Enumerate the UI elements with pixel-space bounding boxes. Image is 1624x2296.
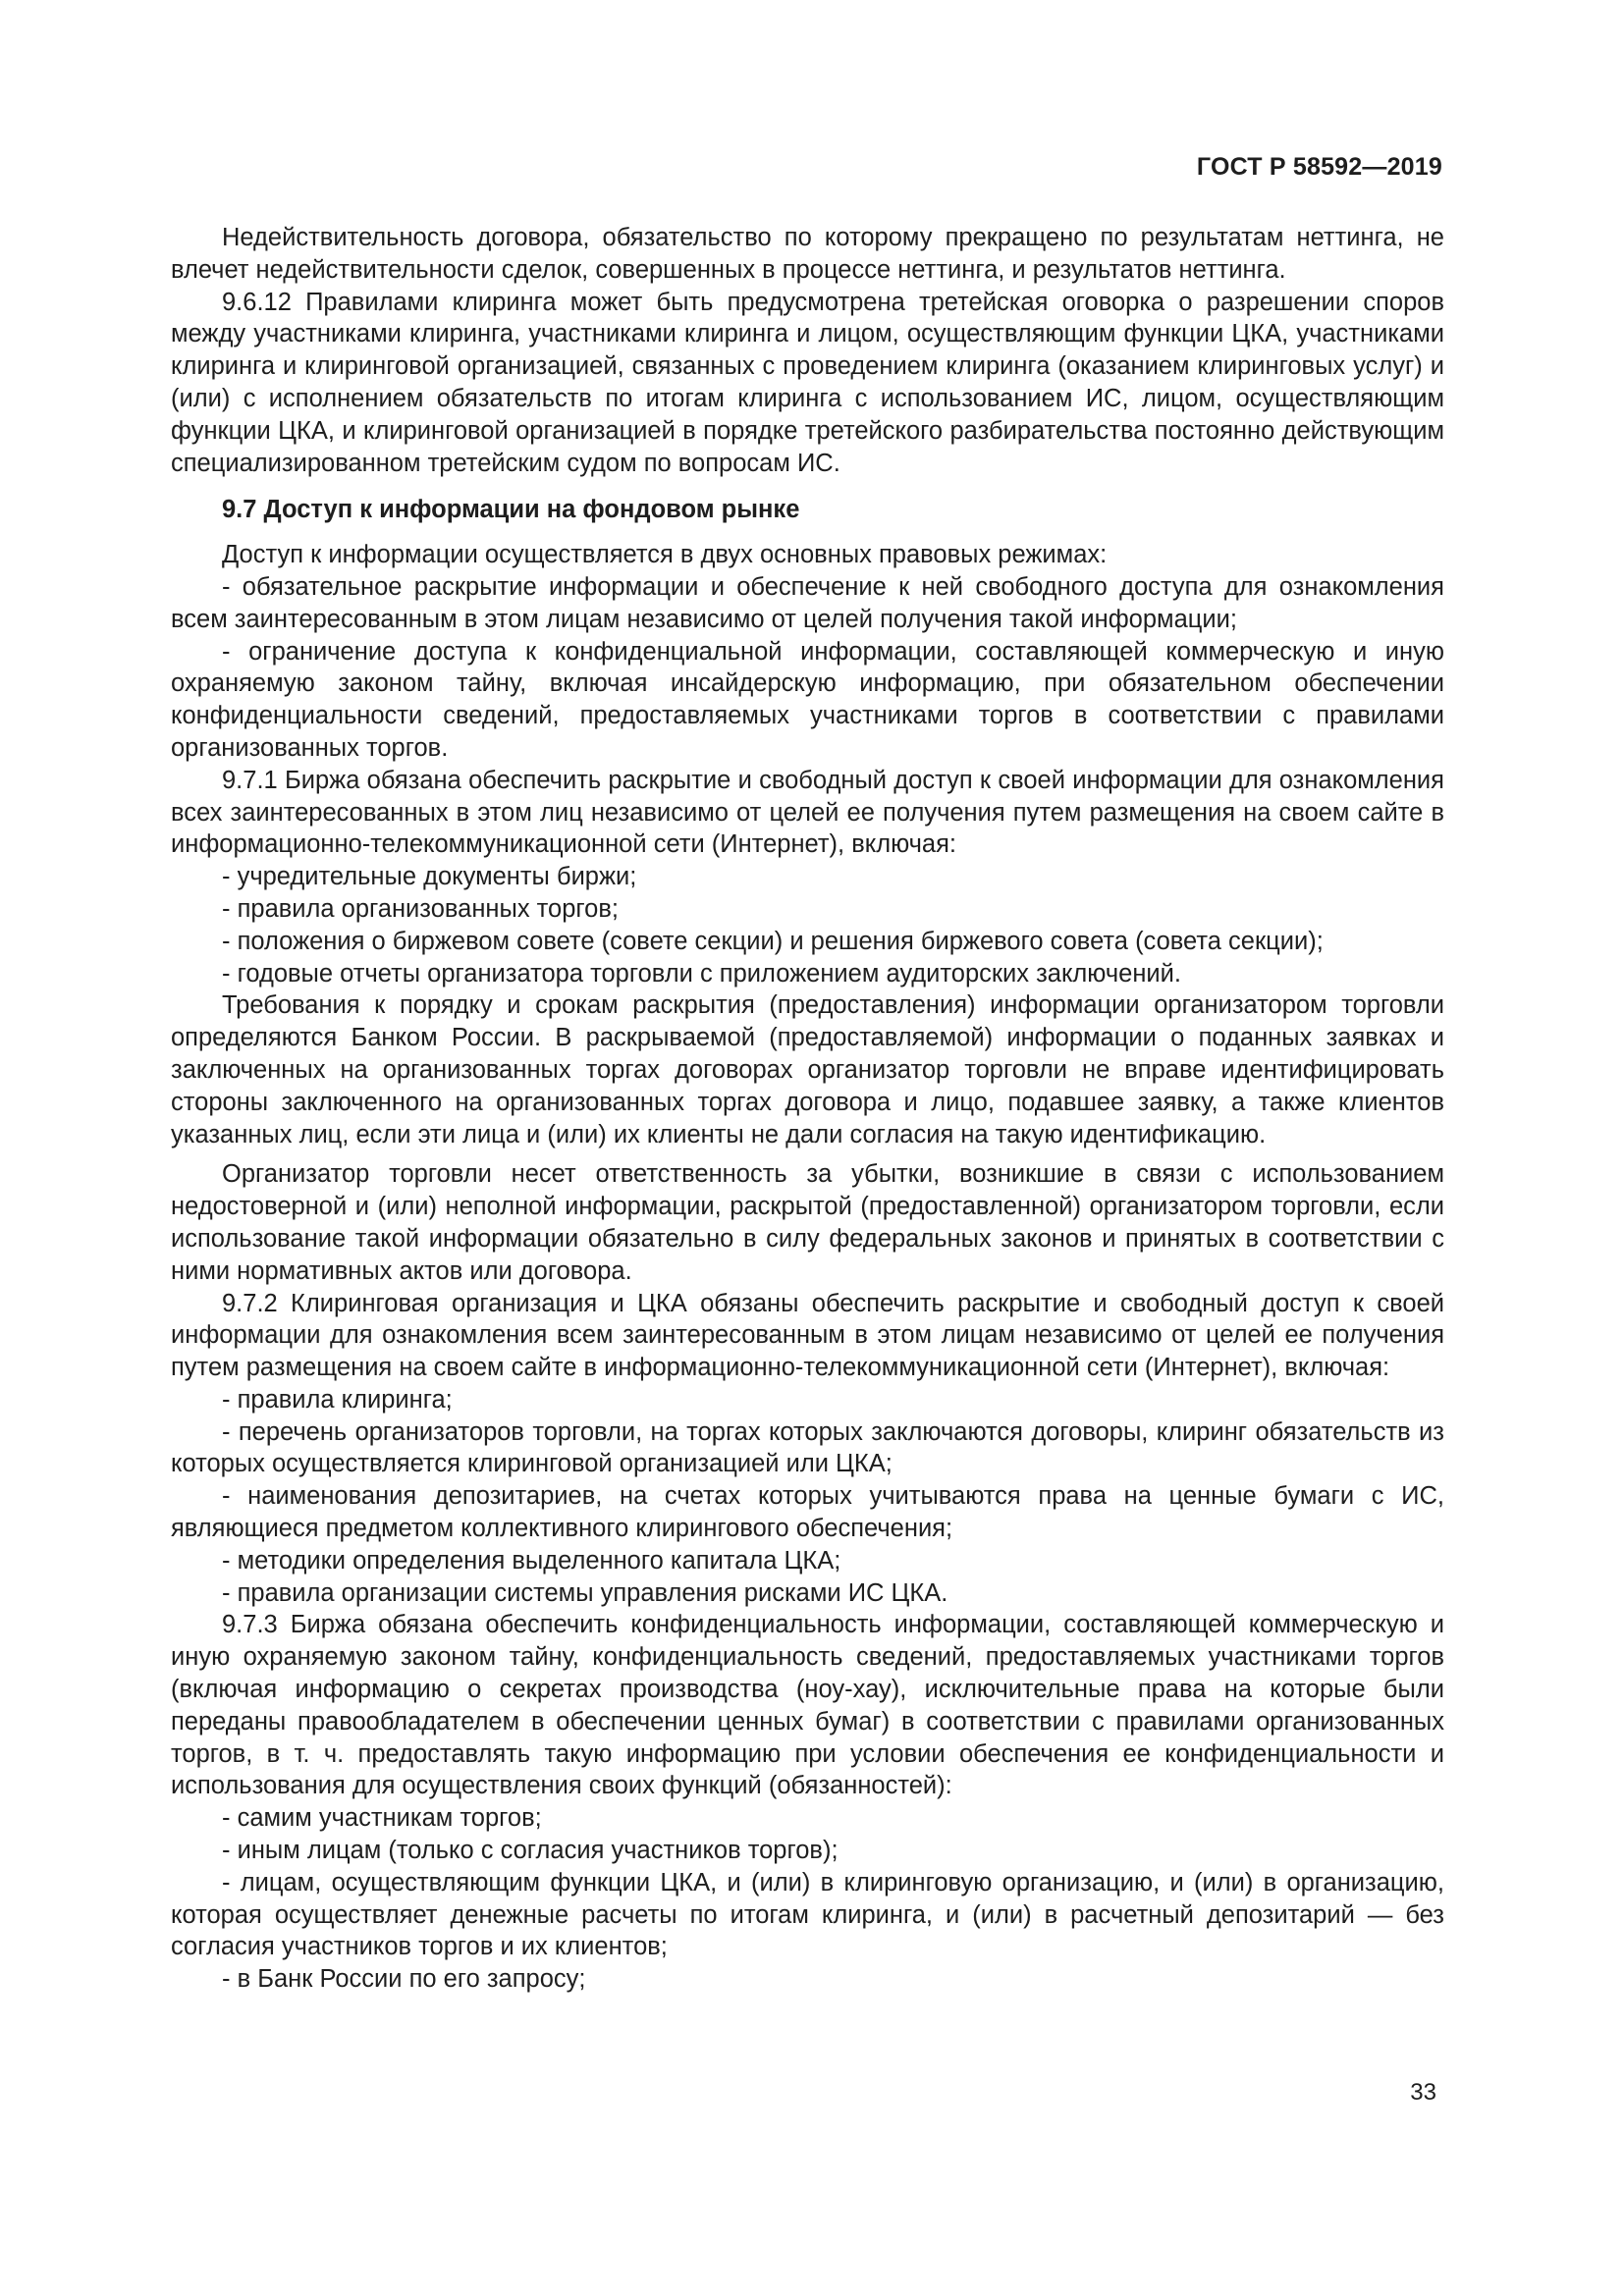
list-item-mandatory-disclosure: - обязательное раскрытие информации и обеспечение к ней свободного доступа для ознакомления всем заинтересованным в этом лицам независимо от целей получения такой информации; [171, 572, 1444, 633]
list-item-capital-methods: - методики определения выделенного капитала ЦКА; [222, 1546, 841, 1575]
list-item-depositaries: - наименования депозитариев, на счетах которых учитываются права на ценные бумаги с ИС, являющиеся предметом коллективного клирингового обеспечения; [171, 1482, 1444, 1543]
paragraph-netting-validity: Недействительность договора, обязательство по которому прекращено по результатам неттинга, не влечет недействительности сделок, совершенных в процессе неттинга, и результатов неттинга. [171, 224, 1444, 284]
document-standard-id: ГОСТ Р 58592—2019 [1196, 153, 1442, 181]
list-item-other-persons: - иным лицам (только с согласия участников торгов); [222, 1837, 839, 1865]
page-number: 33 [1410, 2079, 1436, 2106]
paragraph-organizer-liability: Организатор торговли несет ответственность за убытки, возникшие в связи с использованием недостоверной и (или) неполной информации, раскрытой (предоставленной) организатором торговли, если использование такой информации обязательно в силу федеральных законов и принятых в соответствии с ними нормативных актов или договора. [171, 1160, 1444, 1285]
document-body [171, 222, 1444, 1996]
paragraph-access-regimes: Доступ к информации осуществляется в двух основных правовых режимах: [222, 541, 1108, 569]
paragraph-disclosure-requirements: Требования к порядку и срокам раскрытия (предоставления) информации организатором торговли определяются Банком России. В раскрываемой (предоставляемой) информации о поданных заявках и заключенных на организованных торгах договорах организатор торговли не вправе идентифицировать стороны заключенного на организованных торгах договора и лицо, подавшее заявку, а также клиентов указанных лиц, если эти лица и (или) их клиенты не дали согласия на такую идентификацию. [171, 991, 1444, 1148]
list-item-founding-documents: - учредительные документы биржи; [222, 863, 637, 891]
list-item-cka-clearing: - лицам, осуществляющим функции ЦКА, и (или) в клиринговую организацию, и (или) в организацию, которая осуществляет денежные расчеты по итогам клиринга, и (или) в расчетный депозитарий — без согласия участников торгов и их клиентов; [171, 1868, 1444, 1961]
list-item-trading-organizers-list: - перечень организаторов торговли, на торгах которых заключаются договоры, клиринг обязательств из которых осуществляется клиринговой организацией или ЦКА; [171, 1417, 1444, 1478]
paragraph-9-7-1: 9.7.1 Биржа обязана обеспечить раскрытие и свободный доступ к своей информации для ознакомления всех заинтересованных в этом лиц независимо от целей ее получения путем размещения на своем сайте в информационно-телекоммуникационной сети (Интернет), включая: [171, 766, 1444, 859]
list-item-trading-rules: - правила организованных торгов; [222, 894, 619, 923]
list-item-restricted-access: - ограничение доступа к конфиденциальной информации, составляющей коммерческую и иную охраняемую законом тайну, включая инсайдерскую информацию, при обязательном обеспечении конфиденциальности сведений, предоставляемых участниками торгов в соответствии с правилами организованных торгов. [171, 637, 1444, 762]
paragraph-9-6-12: 9.6.12 Правилами клиринга может быть предусмотрена третейская оговорка о разрешении споров между участниками клиринга, участниками клиринга и лицом, осуществляющим функции ЦКА, участниками клиринга и клиринговой организацией, связанных с проведением клиринга (оказанием клиринговых услуг) и (или) с исполнением обязательств по итогам клиринга с использованием ИС, лицом, осуществляющим функции ЦКА, и клиринговой организацией в порядке третейского разбирательства постоянно действующим специализированном третейским судом по вопросам ИС. [171, 288, 1444, 477]
list-item-annual-reports: - годовые отчеты организатора торговли с приложением аудиторских заключений. [222, 959, 1181, 988]
section-heading-9-7: 9.7 Доступ к информации на фондовом рынке [222, 496, 800, 524]
list-item-exchange-council: - положения о биржевом совете (совете секции) и решения биржевого совета (совета секции); [222, 927, 1324, 955]
list-item-trading-participants: - самим участникам торгов; [222, 1804, 542, 1833]
paragraph-9-7-3: 9.7.3 Биржа обязана обеспечить конфиденциальность информации, составляющей коммерческую и иную охраняемую законом тайну, конфиденциальность сведений, предоставляемых участниками торгов (включая информацию о секретах производства (ноу-хау), исключительные права на которые были переданы правообладателем в обеспечении ценных бумаг) в соответствии с правилами организованных торгов, в т. ч. предоставлять такую информацию при условии обеспечения ее конфиденциальности и использования для осуществления своих функций (обязанностей): [171, 1611, 1444, 1800]
paragraph-9-7-2: 9.7.2 Клиринговая организация и ЦКА обязаны обеспечить раскрытие и свободный доступ к своей информации для ознакомления всем заинтересованным в этом лицам независимо от целей ее получения путем размещения на своем сайте в информационно-телекоммуникационной сети (Интернет), включая: [171, 1289, 1444, 1382]
list-item-bank-of-russia: - в Банк России по его запросу; [222, 1965, 586, 1994]
list-item-clearing-rules: - правила клиринга; [222, 1385, 453, 1414]
list-item-risk-management-rules: - правила организации системы управления рисками ИС ЦКА. [222, 1578, 948, 1607]
